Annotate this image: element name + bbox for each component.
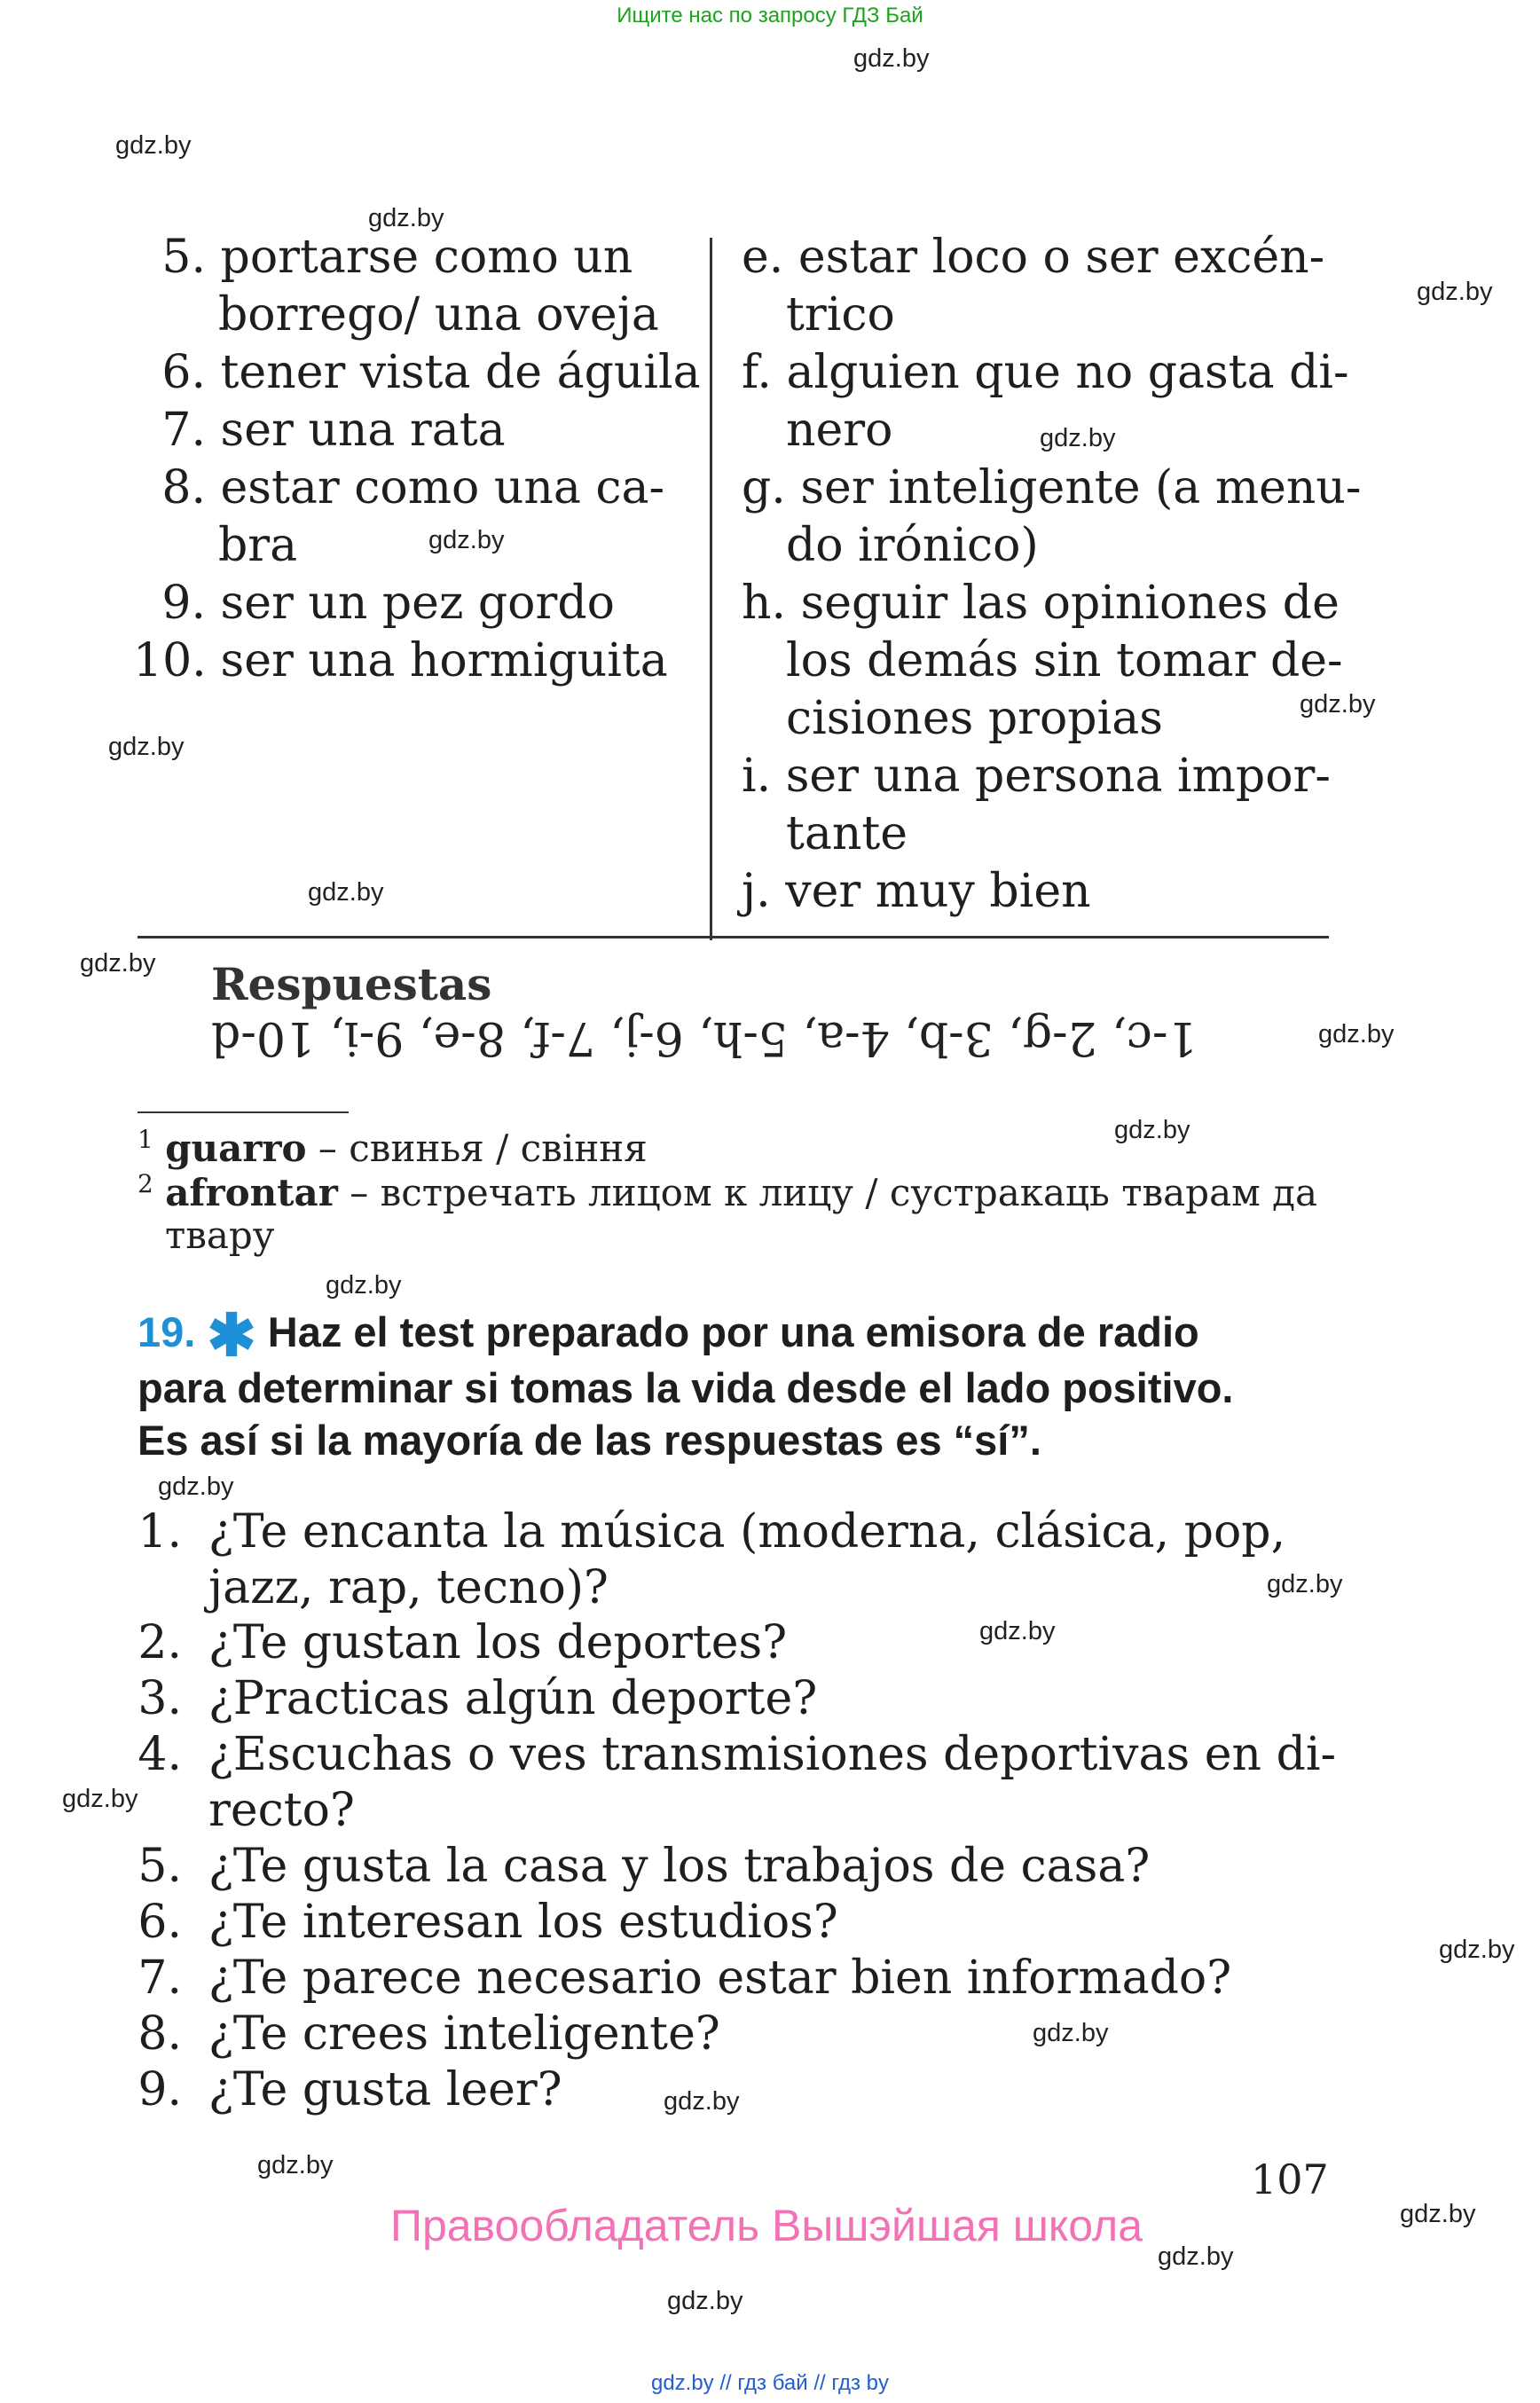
bottom-links[interactable]: gdz.by // гдз бай // гдз by	[650, 2371, 890, 2395]
watermark: gdz.by	[1400, 2200, 1476, 2228]
copyright-notice: Правообладатель Вышэйшая школа	[390, 2201, 1143, 2250]
watermark: gdz.by	[1114, 1116, 1190, 1144]
watermark: gdz.by	[853, 44, 930, 73]
watermark: gdz.by	[308, 878, 384, 907]
table-bottom-rule	[138, 936, 1329, 938]
list-item: 5. portarse como un	[161, 231, 633, 284]
watermark: gdz.by	[368, 204, 444, 232]
watermark: gdz.by	[667, 2287, 743, 2315]
top-banner[interactable]: Ищите нас по запросу ГДЗ Бай	[617, 4, 923, 27]
exercise-heading-line: Es así si la mayoría de las respuestas es “sí”.	[138, 1417, 1041, 1464]
list-item: 8. estar como una ca-	[161, 461, 665, 514]
column-divider	[710, 238, 712, 940]
watermark: gdz.by	[257, 2151, 334, 2179]
list-item: j. ver muy bien	[742, 865, 1091, 918]
list-item: 7. ser una rata	[161, 404, 506, 457]
exercise-heading-line: 19. ✱ Haz el test preparado por una emisora de radio	[138, 1302, 1199, 1368]
watermark: gdz.by	[1300, 690, 1376, 719]
list-item: i. ser una persona impor-	[742, 750, 1331, 803]
list-item-continuation: bra	[218, 519, 298, 572]
watermark: gdz.by	[1033, 2019, 1109, 2047]
watermark: gdz.by	[428, 526, 505, 554]
watermark: gdz.by	[1417, 278, 1493, 306]
footnote-rule	[138, 1111, 349, 1113]
list-item-continuation: los demás sin tomar de-	[786, 634, 1343, 687]
list-item: f. alguien que no gasta di-	[742, 346, 1349, 399]
watermark: gdz.by	[1439, 1936, 1515, 1964]
footnote-2-continuation: твару	[165, 1213, 275, 1257]
question-continuation: recto?	[208, 1784, 355, 1837]
watermark: gdz.by	[326, 1271, 402, 1300]
watermark: gdz.by	[1267, 1570, 1343, 1598]
watermark: gdz.by	[108, 733, 185, 761]
watermark: gdz.by	[1318, 1020, 1395, 1048]
answers-key-inverted: 1-c, 2-g, 3-b, 4-a, 5-h, 6-j, 7-f, 8-e, 9-i, 10-d	[211, 1011, 1198, 1064]
footnote-1: $^1$ guarro – свинья / свіння	[138, 1125, 648, 1170]
list-item: h. seguir las opiniones de	[742, 577, 1340, 630]
watermark: gdz.by	[1040, 424, 1116, 452]
watermark: gdz.by	[979, 1617, 1056, 1645]
list-item-continuation: tante	[786, 807, 908, 860]
list-item: 10. ser una hormiguita	[133, 634, 668, 687]
question-continuation: jazz, rap, tecno)?	[208, 1561, 609, 1614]
list-item-continuation: do irónico)	[786, 519, 1039, 572]
list-item: g. ser inteligente (a menu-	[742, 461, 1362, 514]
list-item-continuation: trico	[786, 288, 895, 342]
exercise-number: 19.	[138, 1308, 196, 1355]
watermark: gdz.by	[1158, 2242, 1234, 2271]
watermark: gdz.by	[80, 949, 156, 978]
footnote-2: $^2$ afrontar – встречать лицом к лицу / сустракаць тварам да	[138, 1169, 1318, 1214]
list-item-continuation: borrego/ una oveja	[218, 288, 659, 342]
exercise-heading-line: para determinar si tomas la vida desde el lado positivo.	[138, 1364, 1234, 1411]
answers-title: Respuestas	[211, 958, 492, 1010]
exercise-heading	[138, 1302, 1331, 1466]
watermark: gdz.by	[62, 1785, 138, 1813]
star-icon: ✱	[207, 1302, 256, 1368]
list-item: 9. ser un pez gordo	[161, 577, 615, 630]
list-item: 6. tener vista de águila	[161, 346, 701, 399]
list-item-continuation: cisiones propias	[786, 692, 1163, 745]
page-number: 107	[1251, 2156, 1329, 2203]
watermark: gdz.by	[115, 131, 192, 160]
watermark: gdz.by	[664, 2087, 740, 2116]
list-item-continuation: nero	[786, 404, 893, 457]
list-item: e. estar loco o ser excén-	[742, 231, 1325, 284]
watermark: gdz.by	[158, 1472, 234, 1501]
